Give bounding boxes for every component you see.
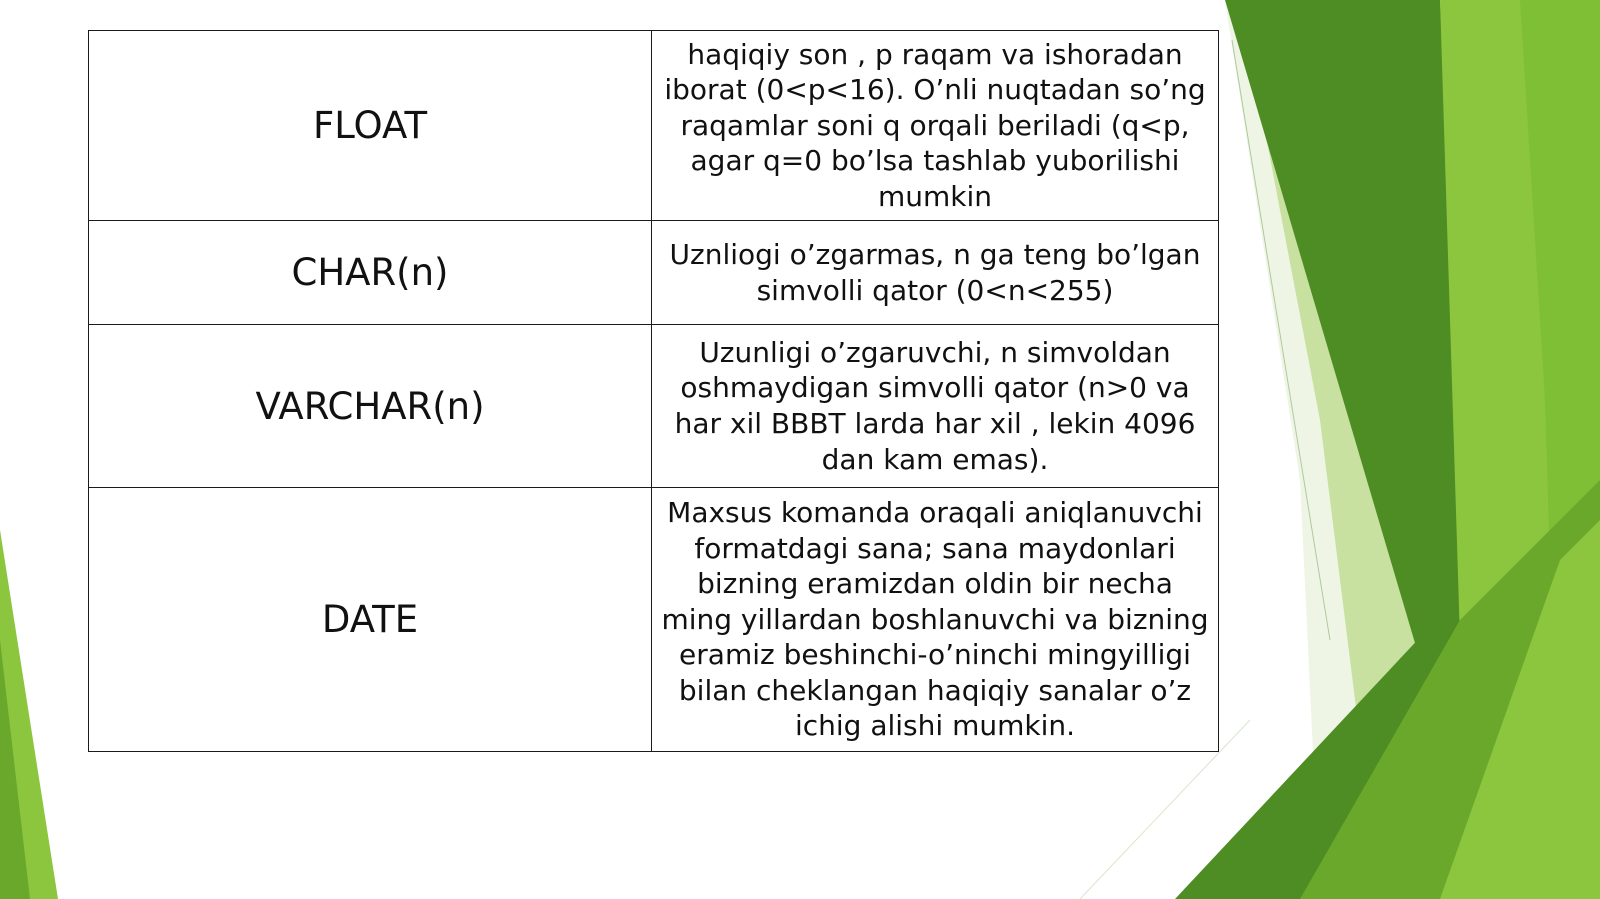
table-row bbox=[89, 31, 1219, 221]
type-name-cell: DATE bbox=[89, 488, 652, 752]
type-name-cell: CHAR(n) bbox=[89, 221, 652, 325]
type-description-cell: Maxsus komanda oraqali aniqlanuvchi formatdagi sana; sana maydonlari bizning eramizdan oldin bir necha ming yillardan boshlanuvchi va bizning eramiz beshinchi-o’ninchi mingyilligi bilan cheklangan haqiqiy sanalar o’z ichig alishi mumkin. bbox=[652, 488, 1219, 752]
type-description-cell: haqiqiy son , p raqam va ishoradan iborat (0<p<16). O’nli nuqtadan so’ng raqamlar soni q orqali beriladi (q<p, agar q=0 bo’lsa tashlab yuborilishi mumkin bbox=[652, 31, 1219, 221]
table-row bbox=[89, 488, 1219, 752]
type-name-cell: FLOAT bbox=[89, 31, 652, 221]
type-description-cell: Uzunligi o’zgaruvchi, n simvoldan oshmaydigan simvolli qator (n>0 va har xil BBBT larda har xil , lekin 4096 dan kam emas). bbox=[652, 325, 1219, 488]
type-description-cell: Uznliogi o’zgarmas, n ga teng bo’lgan simvolli qator (0<n<255) bbox=[652, 221, 1219, 325]
type-name-cell: VARCHAR(n) bbox=[89, 325, 652, 488]
table-row bbox=[89, 221, 1219, 325]
table-row bbox=[89, 325, 1219, 488]
data-types-table bbox=[88, 30, 1219, 752]
